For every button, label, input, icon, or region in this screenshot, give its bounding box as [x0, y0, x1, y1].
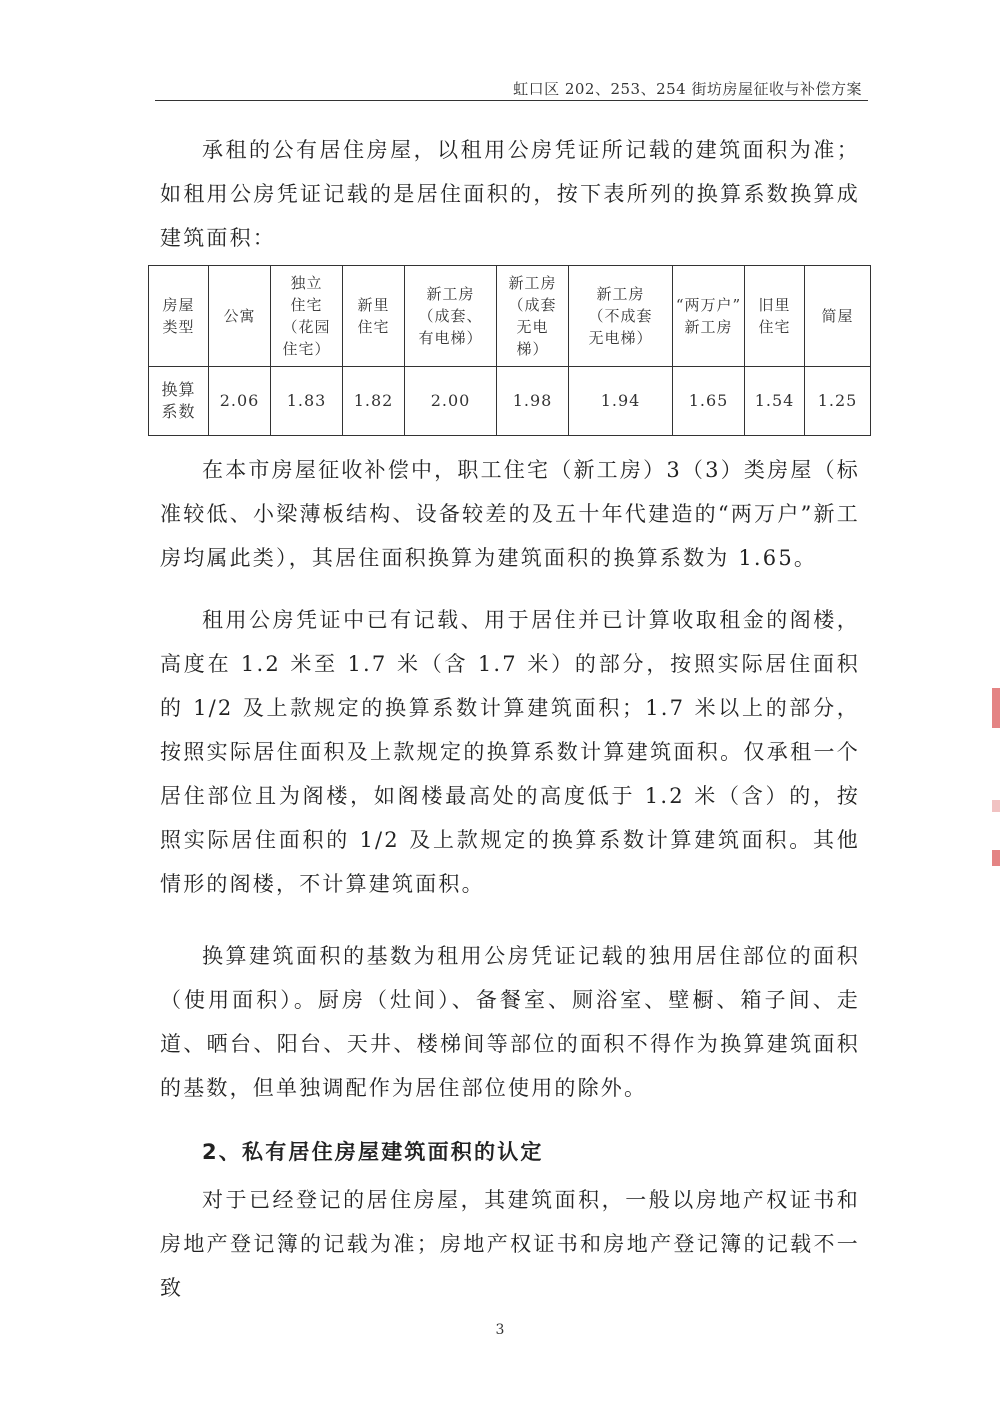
seal-edge-mark [992, 688, 1000, 728]
paragraph-public-housing: 承租的公有居住房屋，以租用公房凭证所记载的建筑面积为准；如租用公房凭证记载的是居住面积的，按下表所列的换算系数换算成建筑面积： [160, 138, 860, 250]
running-header: 虹口区 202、253、254 街坊房屋征收与补偿方案 [513, 80, 862, 98]
seal-edge-mark [992, 800, 1000, 812]
type-cell: 简屋 [805, 266, 871, 367]
type-cell: 新里 住宅 [343, 266, 405, 367]
coefficient-cell: 1.25 [805, 367, 871, 436]
paragraph-private-housing: 对于已经登记的居住房屋，其建筑面积，一般以房地产权证书和房地产登记簿的记载为准；房地产权证书和房地产登记簿的记载不一致 [160, 1188, 860, 1300]
seal-edge-mark [992, 850, 1000, 866]
conversion-coefficient-table [148, 265, 871, 436]
coefficient-cell: 1.54 [745, 367, 805, 436]
coefficient-cell: 1.65 [673, 367, 745, 436]
paragraph-attic-rules: 租用公房凭证中已有记载、用于居住并已计算收取租金的阁楼，高度在 1.2 米至 1.7 米（含 1.7 米）的部分，按照实际居住面积的 1/2 及上款规定的换算系数计算建筑面积；1.7 米以上的部分，按照实际居住面积及上款规定的换算系数计算建筑面积。仅承租一个居住部位且为阁楼，如阁楼最高处的高度低于 1.2 米（含）的，按照实际居住面积的 1/2 及上款规定的换算系数计算建筑面积。其他情形的阁楼，不计算建筑面积。 [160, 608, 860, 896]
coefficient-cell: 2.00 [405, 367, 497, 436]
type-cell: 新工房 （不成套 无电梯） [569, 266, 673, 367]
paragraph-new-workers-housing: 在本市房屋征收补偿中，职工住宅（新工房）3（3）类房屋（标准较低、小梁薄板结构、设备较差的及五十年代建造的“两万户”新工房均属此类），其居住面积换算为建筑面积的换算系数为 1.65。 [160, 458, 860, 570]
coefficient-cell: 1.94 [569, 367, 673, 436]
type-cell: “两万户” 新工房 [673, 266, 745, 367]
coefficient-cell: 2.06 [209, 367, 271, 436]
coefficient-cell: 1.82 [343, 367, 405, 436]
table-row-types [149, 266, 871, 367]
row-header-type: 房屋 类型 [149, 266, 209, 367]
page-number: 3 [495, 1322, 505, 1338]
type-cell: 新工房 （成套 无电 梯） [497, 266, 569, 367]
section-heading: 2、私有居住房屋建筑面积的认定 [202, 1140, 544, 1164]
coefficient-cell: 1.83 [271, 367, 343, 436]
type-cell: 旧里 住宅 [745, 266, 805, 367]
type-cell: 新工房 （成套、 有电梯） [405, 266, 497, 367]
paragraph-conversion-base: 换算建筑面积的基数为租用公房凭证记载的独用居住部位的面积（使用面积）。厨房（灶间）、备餐室、厕浴室、壁橱、箱子间、走道、晒台、阳台、天井、楼梯间等部位的面积不得作为换算建筑面积的基数，但单独调配作为居住部位使用的除外。 [160, 944, 860, 1100]
coefficient-cell: 1.98 [497, 367, 569, 436]
type-cell: 独立 住宅 （花园 住宅） [271, 266, 343, 367]
header-rule [155, 100, 868, 101]
row-header-coefficient: 换算 系数 [149, 367, 209, 436]
type-cell: 公寓 [209, 266, 271, 367]
table-row-coefficients [149, 367, 871, 436]
